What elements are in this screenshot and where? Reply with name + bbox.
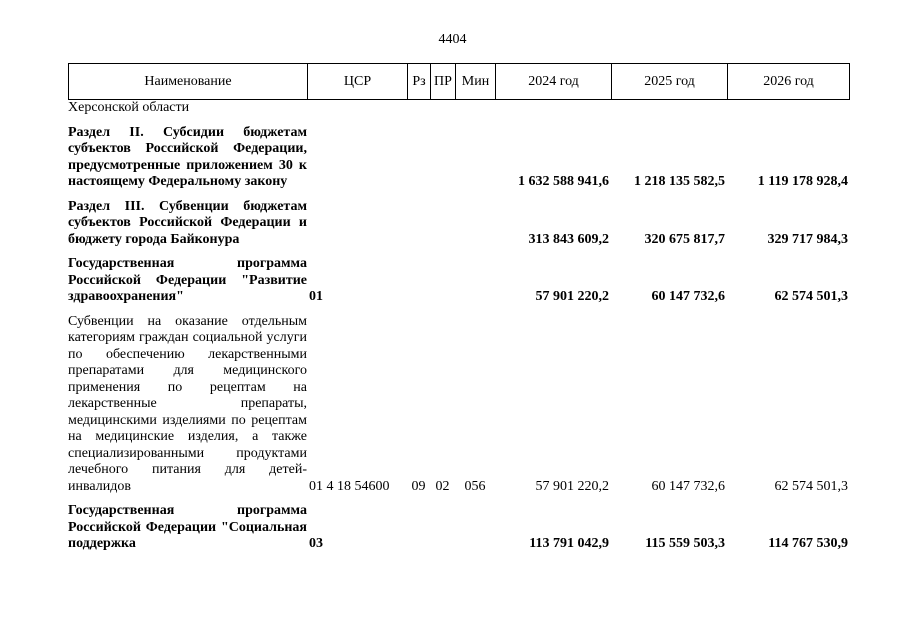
row-rz: 09 xyxy=(411,478,426,494)
row-2025: 60 147 732,6 xyxy=(651,289,725,304)
row-csr: 01 xyxy=(309,289,323,304)
page-number: 4404 xyxy=(438,32,467,47)
row-name: Раздел III. Субвенции бюджетам субъектов Российской Федерации и бюджету города Байконура xyxy=(68,198,307,247)
row-2026: 114 767 530,9 xyxy=(768,536,848,551)
row-2024: 313 843 609,2 xyxy=(528,231,609,247)
row-csr: 01 4 18 54600 xyxy=(309,478,390,494)
row-name: Херсонской области xyxy=(68,100,190,115)
row-2026: 62 574 501,3 xyxy=(774,478,848,494)
table-body xyxy=(68,100,850,553)
row-name: Субвенции на оказание отдельным категориям граждан социальной услуги по обеспечению лекарственными препаратами для медицинского применения по рецептам на лекарственные препараты, медицинскими изделиями по рецептам на медицинские изделия, а также специализированными продуктами лечебного питания для детей-инвалидов xyxy=(68,313,307,494)
row-2024: 113 791 042,9 xyxy=(529,536,609,551)
table-row xyxy=(68,503,850,553)
table-row xyxy=(68,100,850,117)
row-pr: 02 xyxy=(435,478,450,494)
row-2026: 329 717 984,3 xyxy=(767,231,848,247)
row-name: Государственная программа Российской Федерации "Социальная поддержка xyxy=(68,503,307,551)
row-2026: 1 119 178 928,4 xyxy=(757,174,848,189)
row-name: Государственная программа Российской Федерации "Развитие здравоохранения" xyxy=(68,256,307,304)
row-2024: 57 901 220,2 xyxy=(535,478,609,494)
header-2026: 2026 год xyxy=(763,73,814,89)
row-2026: 62 574 501,3 xyxy=(774,289,848,304)
row-csr: 03 xyxy=(309,536,323,551)
row-min: 056 xyxy=(464,478,486,494)
table-row xyxy=(68,256,850,306)
table-row xyxy=(68,199,850,249)
header-min: Мин xyxy=(456,64,496,99)
header-rz: Рз xyxy=(408,64,431,99)
row-2025: 1 218 135 582,5 xyxy=(634,174,725,189)
table-row xyxy=(68,125,850,191)
header-csr: ЦСР xyxy=(308,64,408,99)
row-2024: 1 632 588 941,6 xyxy=(518,174,609,189)
table-row xyxy=(68,314,850,496)
row-2025: 60 147 732,6 xyxy=(651,478,725,494)
header-2025: 2025 год xyxy=(612,64,728,99)
row-2024: 57 901 220,2 xyxy=(535,289,609,304)
row-name: Раздел II. Субсидии бюджетам субъектов Российской Федерации, предусмотренные приложением 30 к настоящему Федеральному закону xyxy=(68,124,307,189)
header-name: Наименование xyxy=(69,64,308,99)
row-2025: 115 559 503,3 xyxy=(645,536,725,551)
row-2025: 320 675 817,7 xyxy=(644,231,725,247)
header-pr: ПР xyxy=(431,64,456,99)
header-2024: 2024 год xyxy=(496,64,612,99)
table-header xyxy=(68,63,850,100)
